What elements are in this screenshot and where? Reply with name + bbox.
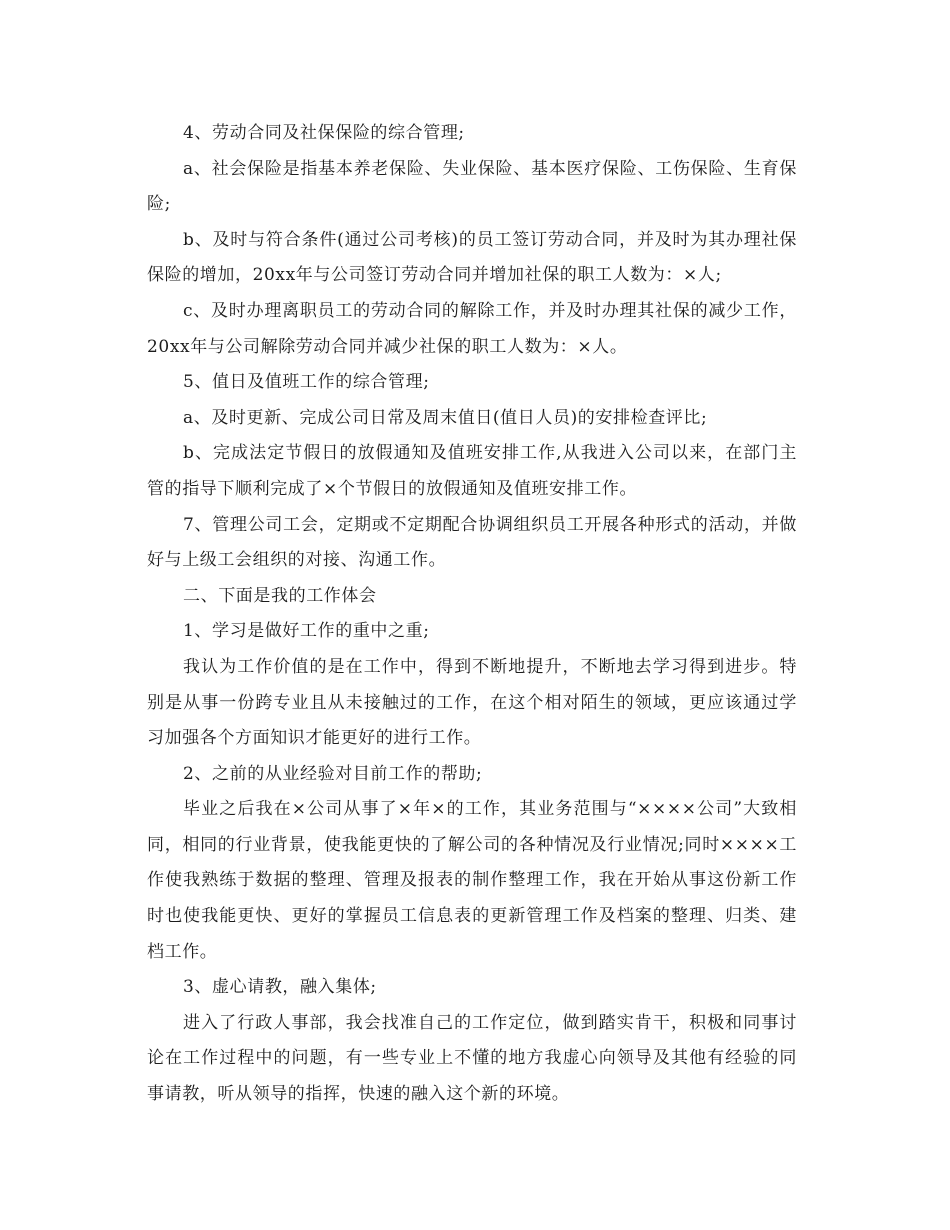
paragraph-contract-signing: b、及时与符合条件(通过公司考核)的员工签订劳动合同，并及时为其办理社保保险的增加，20xx年与公司签订劳动合同并增加社保的职工人数为：×人;	[147, 229, 797, 286]
paragraph-team-body: 进入了行政人事部，我会找准自己的工作定位，做到踏实肯干，积极和同事讨论在工作过程中的问题，有一些专业上不懂的地方我虚心向领导及其他有经验的同事请教，听从领导的指挥，快速的融入这个新的环境。	[147, 1012, 797, 1105]
section-heading-experience: 二、下面是我的工作体会	[183, 585, 377, 606]
paragraph-labor-contract-heading: 4、劳动合同及社保保险的综合管理;	[183, 123, 465, 143]
paragraph-experience-body: 毕业之后我在×公司从事了×年×的工作，其业务范围与“××××公司”大致相同，相同的行业背景，使我能更快的了解公司的各种情况及行业情况;同时××××工作使我熟练于数据的整理、管理及报表的制作整理工作，我在开始从事这份新工作时也使我能更快、更好的掌握员工信息表的更新管理工作及档案的整理、归类、建档工作。	[147, 799, 797, 962]
paragraph-labor-union: 7、管理公司工会，定期或不定期配合协调组织员工开展各种形式的活动，并做好与上级工会组织的对接、沟通工作。	[147, 514, 797, 571]
paragraph-experience-heading: 2、之前的从业经验对目前工作的帮助;	[183, 763, 483, 784]
paragraph-holiday-notice: b、完成法定节假日的放假通知及值班安排工作,从我进入公司以来，在部门主管的指导下顺利完成了×个节假日的放假通知及值班安排工作。	[147, 443, 797, 499]
paragraph-learning-body: 我认为工作价值的是在工作中，得到不断地提升，不断地去学习得到进步。特别是从事一份跨专业且从未接触过的工作，在这个相对陌生的领域，更应该通过学习加强各个方面知识才能更好的进行工作。	[147, 656, 797, 749]
paragraph-duty-schedule: a、及时更新、完成公司日常及周末值日(值日人员)的安排检查评比;	[183, 407, 708, 428]
paragraph-team-heading: 3、虚心请教，融入集体;	[183, 977, 377, 998]
paragraph-social-insurance: a、社会保险是指基本养老保险、失业保险、基本医疗保险、工伤保险、生育保险;	[147, 158, 797, 215]
paragraph-duty-heading: 5、值日及值班工作的综合管理;	[183, 372, 430, 393]
paragraph-contract-termination: c、及时办理离职员工的劳动合同的解除工作，并及时办理其社保的减少工作，20xx年与公司解除劳动合同并减少社保的职工人数为：×人。	[147, 300, 797, 357]
paragraph-learning-heading: 1、学习是做好工作的重中之重;	[183, 621, 430, 642]
document-body	[147, 116, 797, 1113]
